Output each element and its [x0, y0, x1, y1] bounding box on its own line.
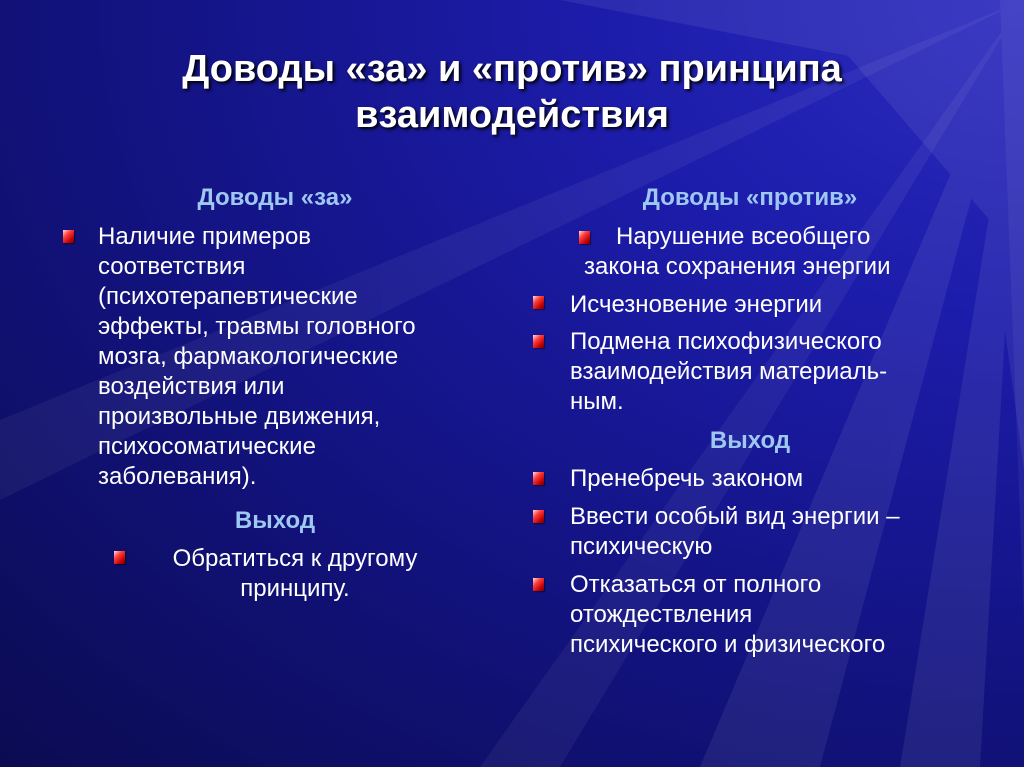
title-line: Доводы «за» и «против» принципа	[182, 48, 842, 90]
text-line: психическую	[570, 533, 713, 560]
contra-argument-3	[570, 327, 887, 417]
pro-heading: Доводы «за»	[197, 184, 353, 211]
slide-title	[0, 46, 1024, 138]
text-line: Исчезновение энергии	[570, 291, 823, 318]
text-line: психосоматические	[98, 433, 316, 460]
pro-exit-item	[140, 544, 450, 604]
bullet-icon	[533, 335, 544, 348]
contra-exit-heading: Выход	[709, 427, 791, 454]
text-line: воздействия или	[98, 373, 285, 400]
text-line: заболевания).	[98, 463, 257, 490]
text-line: произвольные движения,	[98, 403, 381, 430]
text-line: Подмена психофизического	[570, 328, 882, 355]
bullet-icon	[533, 472, 544, 485]
bullet-icon	[63, 230, 74, 243]
contra-exit-3	[570, 570, 885, 660]
contra-heading: Доводы «против»	[642, 184, 858, 211]
text-line: ным.	[570, 388, 624, 415]
text-line: эффекты, травмы головного	[98, 313, 416, 340]
text-line: (психотерапевтические	[98, 283, 358, 310]
bullet-icon	[533, 296, 544, 309]
contra-argument-2	[570, 290, 822, 320]
bullet-icon	[533, 578, 544, 591]
text-line: принципу.	[240, 575, 350, 602]
contra-exit-1	[570, 464, 803, 494]
text-line: соответствия	[98, 253, 246, 280]
text-line: отождествления	[570, 601, 753, 628]
text-line: закона сохранения энергии	[584, 253, 891, 280]
text-line: взаимодействия материаль-	[570, 358, 888, 385]
text-line: Отказаться от полного	[570, 571, 822, 598]
bullet-icon	[114, 551, 125, 564]
text-line: Пренебречь законом	[570, 465, 804, 492]
text-line: Обратиться к другому	[172, 545, 418, 572]
bullet-icon	[533, 510, 544, 523]
text-line: Наличие примеров	[98, 223, 312, 250]
text-line: мозга, фармакологические	[98, 343, 399, 370]
title-line: взаимодействия	[355, 94, 669, 136]
text-line: Нарушение всеобщего	[616, 223, 871, 250]
contra-exit-2	[570, 502, 900, 562]
pro-exit-heading: Выход	[234, 507, 316, 534]
text-line: Ввести особый вид энергии –	[570, 503, 900, 530]
contra-argument-1	[584, 222, 890, 282]
pro-argument	[98, 222, 416, 492]
text-line: психического и физического	[570, 631, 886, 658]
